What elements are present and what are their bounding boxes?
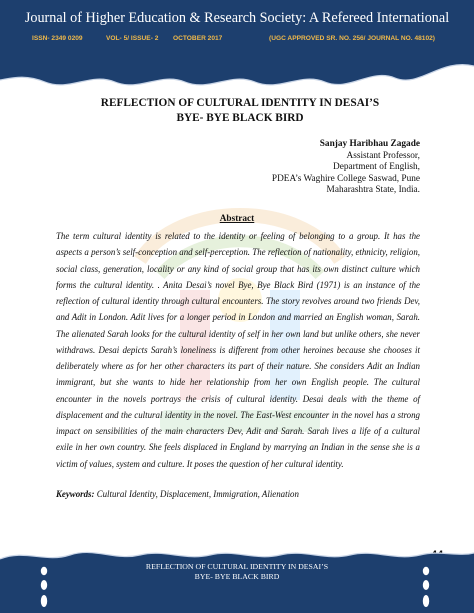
author-college: PDEA’s Waghire College Saswad, Pune [271,173,420,184]
keywords-line [56,489,420,499]
author-name: Sanjay Haribhau Zagade [319,139,420,149]
footer-running-title [0,562,474,582]
paper-title-line-1: REFLECTION OF CULTURAL IDENTITY IN DESAI’S [100,97,380,109]
abstract-text: The term cultural identity is related to the identity or feeling of belonging to a group. It has the aspects a person’s self-conception and self-perception. The reflection of nationality, ethnicity, religion, social class, generation, locality or any kind of social group that has its own distinct culture which forms the cultural identity. . Anita Desai’s novel Bye, Bye Black Bird (1971) is an instance of the reflection of cultural identity through cultural encounters. The story revolves around two friends Dev, and Adit in London. Adit lives for a longer period in London and married an English woman, Sarah. The alienated Sarah looks for the cultural identity of self in her own land but unlike others, she never withdraws. Desai depicts Sarah’s loneliness is different from other heroines because she chooses it deliberately where as for her other characters its part of their nature. She considers Adit an Indian immigrant, but she wants to hide her relationship from her own English people. The cultural encounter in the novels portrays the crisis of cultural identity. Desai deals with the theme of displacement and the cultural identity in the novel. The East-West encounter in the novel has a strong impact on sensibilities of the main characters Dev, Adit and Sarah. Sarah lives a life of a cultural exile in her own country. She feels displaced in England by marrying an Indian in the sense she is a victim of values, system and culture. It poses the question of her cultural identity. [56,231,420,469]
paper-title [60,96,420,126]
volume-issue-label: VOL- 5/ ISSUE- 2 [106,35,159,42]
author-department: Department of English, [332,162,420,173]
journal-header [0,0,474,92]
journal-info-row [0,35,474,47]
author-state: Maharashtra State, India. [326,185,420,196]
keywords-label: Keywords: [56,489,95,499]
footer-title-line-1: REFLECTION OF CULTURAL IDENTITY IN DESAI’S [145,562,329,571]
author-position: Assistant Professor, [346,150,420,161]
keywords-text: Cultural Identity, Displacement, Immigration, Alienation [96,489,299,499]
ugc-approval-label: (UGC APPROVED SR. NO. 256/ JOURNAL NO. 48102) [269,35,435,42]
journal-title: Journal of Higher Education & Research Society: A Refereed International [24,10,450,26]
abstract-heading: Abstract [219,214,255,224]
paper-title-line-2: BYE- BYE BLACK BIRD [176,112,304,124]
footer-title-line-2: BYE- BYE BLACK BIRD [194,572,280,581]
author-block [272,139,420,197]
issn-label: ISSN- 2349 0209 [32,35,83,42]
issue-date-label: OCTOBER 2017 [173,35,223,42]
